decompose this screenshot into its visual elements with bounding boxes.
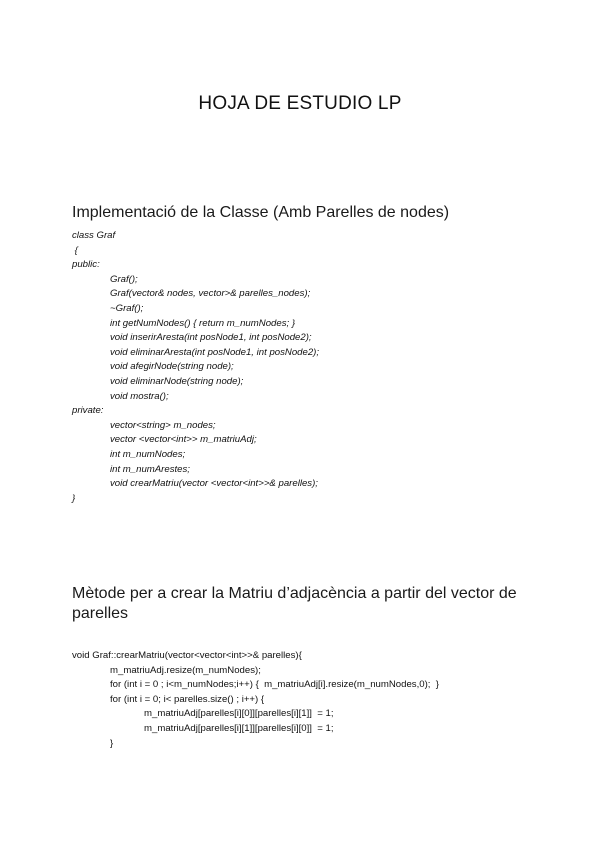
code-line: }: [72, 492, 76, 504]
code-line: ~Graf();: [110, 302, 144, 314]
code-line: void crearMatriu(vector <vector<int>>& parelles);: [110, 478, 318, 490]
code-line: int m_numArestes;: [110, 463, 190, 475]
code-line: void inserirAresta(int posNode1, int posNode2);: [110, 332, 312, 344]
code-line: int m_numNodes;: [110, 448, 186, 460]
code-line: vector <vector<int>> m_matriuAdj;: [110, 434, 257, 446]
code-line: for (int i = 0 ; i<m_numNodes;i++) { m_matriuAdj[i].resize(m_numNodes,0); }: [110, 679, 439, 691]
code-line: {: [72, 244, 78, 256]
code-line: m_matriuAdj[parelles[i][0]][parelles[i][1]] = 1;: [144, 708, 334, 720]
code-line: class Graf: [72, 230, 116, 241]
section-heading-matrix-method: Mètode per a crear la Matriu d’adjacència a partir del vector de parelles: [72, 585, 517, 622]
code-line: void eliminarNode(string node);: [110, 375, 244, 387]
code-line: void afegirNode(string node);: [110, 361, 234, 373]
code-line: Graf(vector& nodes, vector>& parelles_nodes);: [110, 288, 311, 300]
code-line: void Graf::crearMatriu(vector<vector<int>>& parelles){: [72, 650, 302, 661]
method-code-block: [72, 649, 439, 751]
code-line: int getNumNodes() { return m_numNodes; }: [110, 317, 296, 329]
code-line: public:: [72, 259, 100, 271]
code-line: Graf();: [110, 273, 138, 285]
code-line: m_matriuAdj.resize(m_numNodes);: [110, 664, 261, 676]
code-line: m_matriuAdj[parelles[i][1]][parelles[i][0]] = 1;: [144, 722, 334, 734]
code-line: void mostra();: [110, 390, 169, 402]
section-heading-class-implementation: Implementació de la Classe (Amb Parelles de nodes): [72, 204, 450, 221]
code-line: }: [110, 737, 114, 749]
page-title: HOJA DE ESTUDIO LP: [198, 93, 402, 114]
code-line: void eliminarAresta(int posNode1, int posNode2);: [110, 346, 320, 358]
code-line: for (int i = 0; i< parelles.size() ; i++) {: [110, 693, 265, 705]
code-line: private:: [72, 405, 104, 417]
code-line: vector<string> m_nodes;: [110, 419, 216, 431]
class-code-block: [72, 229, 319, 506]
